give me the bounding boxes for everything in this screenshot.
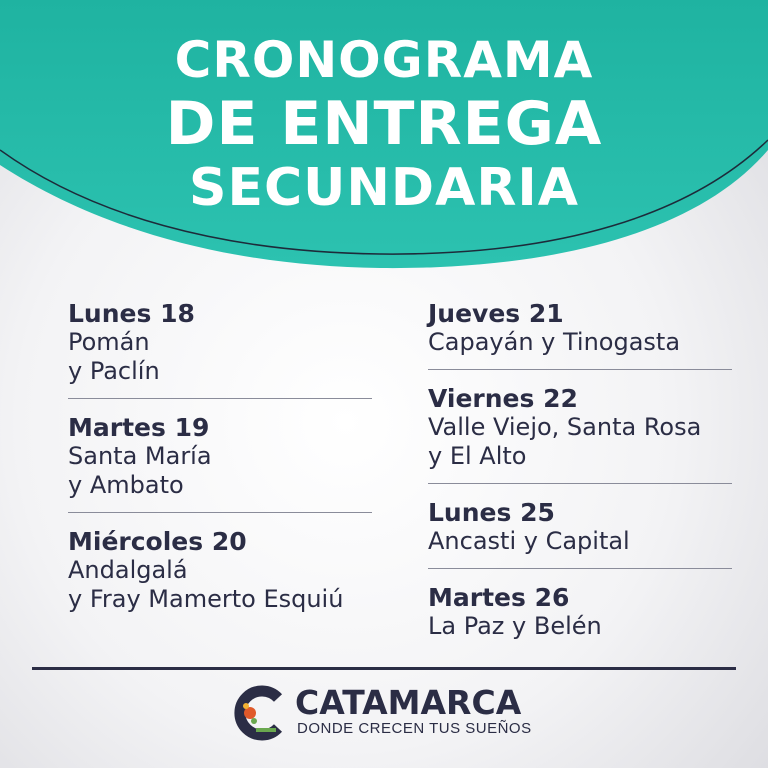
entry-place: y Paclín [68, 357, 160, 385]
divider [68, 398, 372, 399]
schedule-entry [428, 380, 732, 471]
entry-day: Lunes 18 [68, 299, 195, 328]
entry-place: Andalgalá [68, 556, 188, 584]
schedule-entry [428, 295, 732, 357]
entry-place: Santa María [68, 442, 212, 470]
entry-day: Lunes 25 [428, 498, 555, 527]
footer-divider [32, 667, 736, 670]
divider [428, 568, 732, 569]
title-line-1: CRONOGRAMA [174, 31, 594, 89]
schedule-entry [68, 409, 372, 500]
entry-place: Ancasti y Capital [428, 527, 630, 555]
schedule-entry [428, 579, 732, 641]
schedule-entry [68, 523, 372, 614]
entry-place: y Ambato [68, 471, 184, 499]
entry-place: Pomán [68, 328, 150, 356]
schedule-entry [68, 295, 372, 386]
divider [428, 369, 732, 370]
brand-tagline: DONDE CRECEN TUS SUEÑOS [297, 720, 532, 737]
entry-day: Jueves 21 [428, 299, 564, 328]
entry-place: y Fray Mamerto Esquiú [68, 585, 344, 613]
brand-footer [232, 680, 552, 744]
schedule-entry [428, 494, 732, 556]
title-line-2: DE ENTREGA [165, 89, 603, 159]
entry-day: Miércoles 20 [68, 527, 247, 556]
entry-place: y El Alto [428, 442, 527, 470]
entry-day: Martes 19 [68, 413, 210, 442]
entry-place: Valle Viejo, Santa Rosa [428, 413, 702, 441]
brand-name: CATAMARCA [295, 683, 522, 722]
title-line-3: SECUNDARIA [189, 158, 579, 218]
catamarca-c-logo-icon [232, 684, 290, 742]
divider [428, 483, 732, 484]
schedule-left-column [68, 295, 372, 614]
entry-place: Capayán y Tinogasta [428, 328, 681, 356]
entry-place: La Paz y Belén [428, 612, 602, 640]
page-title [0, 28, 768, 220]
divider [68, 512, 372, 513]
entry-day: Viernes 22 [428, 384, 578, 413]
entry-day: Martes 26 [428, 583, 570, 612]
schedule-right-column [428, 295, 732, 641]
